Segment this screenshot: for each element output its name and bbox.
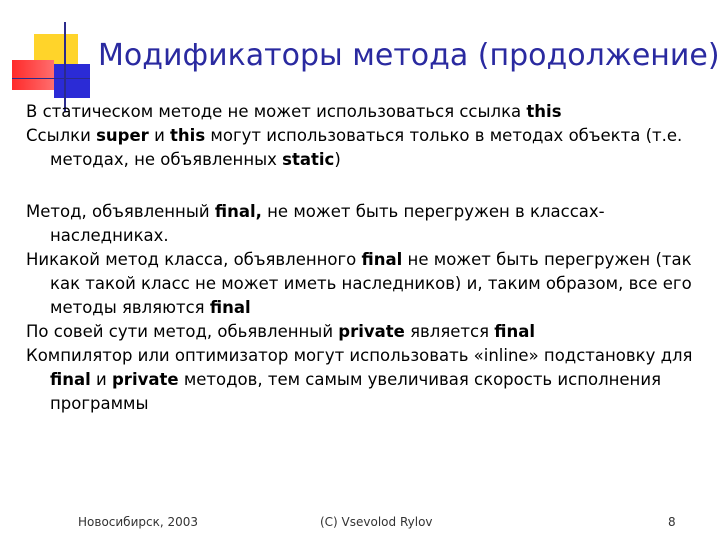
- bullet-2: Ссылки super и this могут использоваться только в методах объекта (т.е. методах, не объявленных static): [26, 126, 683, 169]
- page-number: 8: [668, 515, 676, 529]
- slide-body: [26, 100, 702, 416]
- decor-blue-square: [54, 64, 90, 98]
- footer-copyright: (C) Vsevolod Rylov: [320, 515, 433, 529]
- bullet-5: По совей сути метод, обьявленный private является final: [26, 322, 536, 341]
- bullet-4: Никакой метод класса, объявленного final не может быть перегружен (так как такой класс не может иметь наследников) и, таким образом, все его методы являются final: [26, 250, 692, 317]
- decor-vertical-line: [64, 22, 66, 112]
- slide-title: Модификаторы метода (продолжение): [98, 38, 720, 73]
- bullet-3: Метод, объявленный final, не может быть перегружен в классах-наследниках.: [26, 202, 605, 245]
- bullet-6: Компилятор или оптимизатор могут использовать «inline» подстановку для final и private методов, тем самым увеличивая скорость исполнения программы: [26, 346, 693, 413]
- decor-red-square: [12, 60, 54, 90]
- bullet-1: В статическом методе не может использоваться ссылка this: [26, 102, 562, 121]
- footer-location: Новосибирск, 2003: [78, 515, 199, 529]
- decor-horizontal-line: [12, 78, 90, 79]
- spacer: [26, 172, 702, 200]
